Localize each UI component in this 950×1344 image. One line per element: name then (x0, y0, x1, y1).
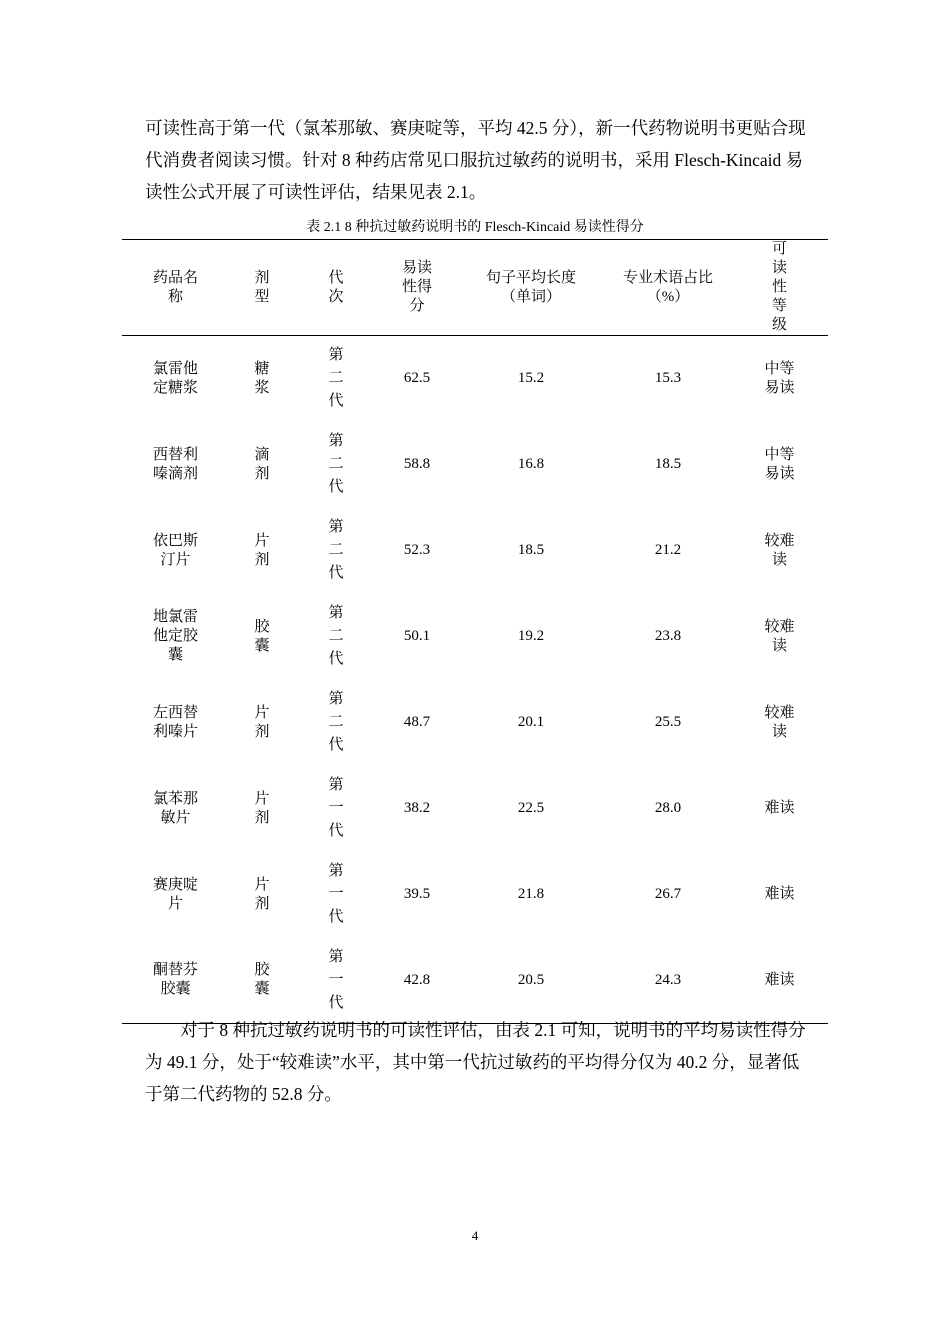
cell-sentence-length: 16.8 (517, 456, 545, 472)
cell-score: 48.7 (403, 714, 431, 730)
cell-drug-name: 依巴斯汀片 (152, 532, 198, 568)
cell-dosage-form: 糖浆 (254, 360, 270, 396)
cell-readability-level: 中等易读 (764, 446, 795, 482)
cell-drug-name: 左西替利嗪片 (152, 704, 198, 740)
cell-term-ratio: 23.8 (654, 628, 682, 644)
cell-dosage-form: 胶囊 (229, 938, 295, 1024)
cell-term-ratio: 28.0 (654, 800, 682, 816)
cell-drug-name: 酮替芬胶囊 (122, 938, 229, 1024)
cell-term-ratio: 24.3 (605, 938, 731, 1024)
cell-dosage-form: 片剂 (254, 704, 270, 740)
cell-score: 42.8 (377, 938, 457, 1024)
cell-term-ratio: 15.3 (654, 370, 682, 387)
table-row (122, 422, 828, 508)
table-header-row (122, 240, 828, 336)
cell-dosage-form: 片剂 (254, 790, 270, 826)
cell-dosage-form: 胶囊 (254, 618, 270, 654)
cell-drug-name: 地氯雷他定胶囊 (152, 609, 198, 663)
cell-drug-name: 赛庚啶片 (152, 876, 198, 912)
cell-readability-level: 较难读 (764, 618, 795, 654)
cell-generation: 第二代 (328, 519, 344, 581)
table-row (122, 508, 828, 594)
header-drug-name: 药品名称 (122, 240, 229, 336)
conclusion-paragraph: 对于 8 种抗过敏药说明书的可读性评估，由表 2.1 可知，说明书的平均易读性得分为 49.1 分，处于“较难读”水平，其中第一代抗过敏药的平均得分仅为 40.2 分，显著低于第二代药物的 52.8 分。 (145, 1020, 806, 1104)
table-row (122, 336, 828, 422)
cell-score: 38.2 (403, 800, 431, 816)
header-dosage-form: 剂型 (229, 240, 295, 336)
cell-generation: 第二代 (328, 347, 344, 410)
cell-drug-name: 氯雷他定糖浆 (152, 360, 198, 396)
cell-generation: 第二代 (328, 691, 344, 753)
cell-term-ratio: 18.5 (654, 456, 682, 472)
table-caption: 表 2.1 8 种抗过敏药说明书的 Flesch-Kincaid 易读性得分 (306, 220, 644, 235)
cell-generation: 第二代 (328, 605, 344, 667)
page-number: 4 (471, 1228, 479, 1243)
cell-drug-name: 西替利嗪滴剂 (152, 446, 198, 482)
cell-term-ratio: 25.5 (654, 714, 682, 730)
cell-generation: 第一代 (328, 863, 344, 925)
table-row (122, 594, 828, 680)
cell-term-ratio: 21.2 (654, 542, 682, 558)
cell-dosage-form: 片剂 (254, 532, 270, 568)
table-row (122, 680, 828, 766)
cell-score: 50.1 (403, 628, 431, 644)
cell-score: 62.5 (403, 370, 431, 387)
cell-readability-level: 较难读 (764, 532, 795, 568)
cell-sentence-length: 22.5 (517, 800, 545, 816)
table-row (122, 852, 828, 938)
cell-readability-level: 中等易读 (764, 360, 795, 396)
cell-sentence-length: 15.2 (517, 370, 545, 387)
header-generation: 代次 (295, 240, 377, 336)
table-row (122, 766, 828, 852)
cell-readability-level: 难读 (731, 938, 828, 1024)
cell-readability-level: 难读 (764, 886, 795, 902)
cell-generation: 第二代 (328, 433, 344, 495)
header-term-ratio: 专业术语占比（%） (605, 240, 731, 336)
header-sentence-length: 句子平均长度（单词） (457, 240, 605, 336)
cell-term-ratio: 26.7 (654, 886, 682, 902)
cell-readability-level: 较难读 (764, 704, 795, 740)
table-row (122, 938, 828, 1024)
cell-generation: 第一代 (295, 938, 377, 1024)
cell-score: 58.8 (403, 456, 431, 472)
cell-drug-name: 氯苯那敏片 (152, 790, 198, 826)
header-score: 易读性得分 (377, 240, 457, 336)
cell-sentence-length: 20.5 (457, 938, 605, 1024)
cell-readability-level: 难读 (764, 800, 795, 816)
intro-paragraph: 可读性高于第一代（氯苯那敏、赛庚啶等，平均 42.5 分），新一代药物说明书更贴合现代消费者阅读习惯。针对 8 种药店常见口服抗过敏药的说明书，采用 Flesch-Kincaid 易读性公式开展了可读性评估，结果见表 2.1。 (145, 118, 806, 202)
header-readability-level: 可读性等级 (731, 240, 828, 336)
cell-sentence-length: 18.5 (517, 542, 545, 558)
cell-generation: 第一代 (328, 777, 344, 839)
cell-dosage-form: 滴剂 (254, 446, 270, 482)
cell-sentence-length: 21.8 (517, 886, 545, 902)
cell-sentence-length: 20.1 (517, 714, 545, 730)
cell-dosage-form: 片剂 (254, 876, 270, 912)
cell-score: 52.3 (403, 542, 431, 558)
cell-score: 39.5 (403, 886, 431, 902)
cell-sentence-length: 19.2 (517, 628, 545, 644)
readability-table (122, 239, 828, 1024)
